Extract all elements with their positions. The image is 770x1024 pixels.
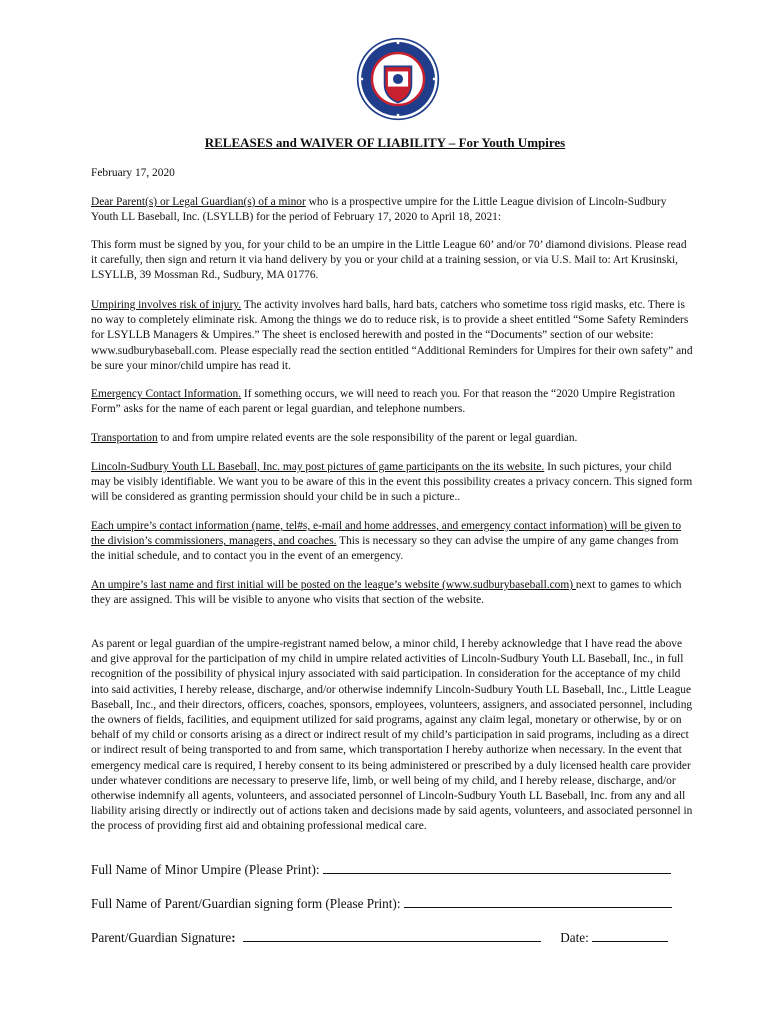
signature-colon: : [231,930,236,945]
emergency-contact-heading: Emergency Contact Information. [91,388,242,400]
signature-row [91,929,668,946]
signature-field[interactable] [243,929,541,942]
date-label: Date: [560,930,593,945]
parent-name-field[interactable] [404,895,672,908]
minor-name-row [91,861,671,878]
salutation-lead: Dear Parent(s) or Legal Guardian(s) of a minor [91,196,306,208]
contact-sharing-paragraph [91,519,693,565]
name-posting-heading: An umpire’s last name and first initial will be posted on the league’s website (www.sudburybaseball.com) [91,579,576,591]
pictures-text: In such pictures, your child may be visibly identifiable. We want you to be aware of this in the event this possibility creates a privacy concern. This signed form will be considered as granting permission should your child be in such a picture.. [91,461,693,504]
salutation-text: who is a prospective umpire for the Little League division of Lincoln-Sudbury Youth LL Baseball, Inc. (LSYLLB) for the period of February 17, 2020 to April 18, 2021: [91,196,667,224]
contact-sharing-text: This is necessary so they can advise the umpire of any game changes from the initial schedule, and to contact you in the event of an emergency. [91,535,679,563]
emergency-contact-text: If something occurs, we will need to reach you. For that reason the “2020 Umpire Registration Form” asks for the name of each parent or legal guardian, and telephone numbers. [91,388,676,416]
transportation-paragraph [91,431,693,446]
pictures-paragraph [91,460,693,506]
name-posting-text: next to games to which they are assigned. This will be visible to anyone who visits that section of the website. [91,579,682,607]
transportation-text: to and from umpire related events are the sole responsibility of the parent or legal guardian. [157,432,578,444]
date-field[interactable] [592,929,668,942]
transportation-heading: Transportation [91,432,158,444]
contact-sharing-heading: Each umpire’s contact information (name, tel#s, e-mail and home addresses, and emergency contact information) will be given to the division’s commissioners, managers, and coaches. [91,520,682,548]
document-title: RELEASES and WAIVER OF LIABILITY – For Youth Umpires [204,135,566,150]
risk-heading: Umpiring involves risk of injury. [91,299,242,311]
parent-name-row [91,895,672,912]
emergency-contact-paragraph [91,387,693,417]
signature-label: Parent/Guardian Signature [91,930,232,945]
parent-name-label: Full Name of Parent/Guardian signing form (Please Print): [91,896,404,911]
instructions-paragraph [91,238,693,284]
release-paragraph [91,637,693,835]
little-league-seal-icon [356,37,440,121]
risk-text: The activity involves hard balls, hard bats, catchers who sometime toss rigid masks, etc. There is no way to completely eliminate risk. Among the things we do to reduce risk, is to provide a sheet entitled “Some Safety Reminders for LSYLLB Managers & Umpires.” The sheet is enclosed herewith and posted in the “Documents” section of our website: www.sudburybaseball.com. Please especially read the section entitled “Additional Reminders for Umpires for their own safety” and be sure your minor/child umpire has read it. [91,299,693,372]
name-posting-paragraph [91,578,693,608]
instructions-text: This form must be signed by you, for your child to be an umpire in the Little League 60’ and/or 70’ diamond divisions. Please read it carefully, then sign and return it via hand delivery by you or your child at a training session, or via U.S. Mail to: Art Krusinski, LSYLLB, 39 Mossman Rd., Sudbury, MA 01776. [91,239,687,282]
minor-name-label: Full Name of Minor Umpire (Please Print): [91,862,323,877]
letter-date: February 17, 2020 [91,167,175,179]
salutation-paragraph [91,195,693,225]
release-text: As parent or legal guardian of the umpire-registrant named below, a minor child, I hereby acknowledge that I have read the above and give approval for the participation of my child in umpire related activities of Lincoln-Sudbury Youth LL Baseball, Inc., in full recognition of the possibility of physical injury associated with said participation. In consideration for the acceptance of my child into said activities, I hereby release, discharge, and/or otherwise indemnify Lincoln-Sudbury Youth LL Baseball, Inc., Little League Baseball, Inc., and their directors, officers, coaches, sponsors, employees, volunteers, assigners, and associated personnel, including the owners of fields, facilities, and equipment utilized for said programs, against any claim legal, monetary or otherwise, by or on behalf of my child or consorts arising as a direct or indirect result of my child’s participation in said programs, including as a direct or indirect result of being transported to and from same, which transportation I hereby authorize when necessary. In the event that emergency medical care is required, I hereby consent to its being administered or prescribed by a duly licensed health care provider under whatever conditions are necessary to preserve life, limb, or well being of my child, and I hereby release, discharge, and/or otherwise indemnify all agents, volunteers, and associated personnel of Lincoln-Sudbury Youth LL Baseball, Inc. from any and all liability arising directly or indirectly out of actions taken and decisions made by said agents, volunteers, and associated personnel in the process of providing first aid and obtaining professional medical care. [91,638,693,833]
risk-paragraph [91,298,693,374]
pictures-heading: Lincoln-Sudbury Youth LL Baseball, Inc. may post pictures of game participants on the its website. [91,461,545,473]
minor-name-field[interactable] [323,861,671,874]
